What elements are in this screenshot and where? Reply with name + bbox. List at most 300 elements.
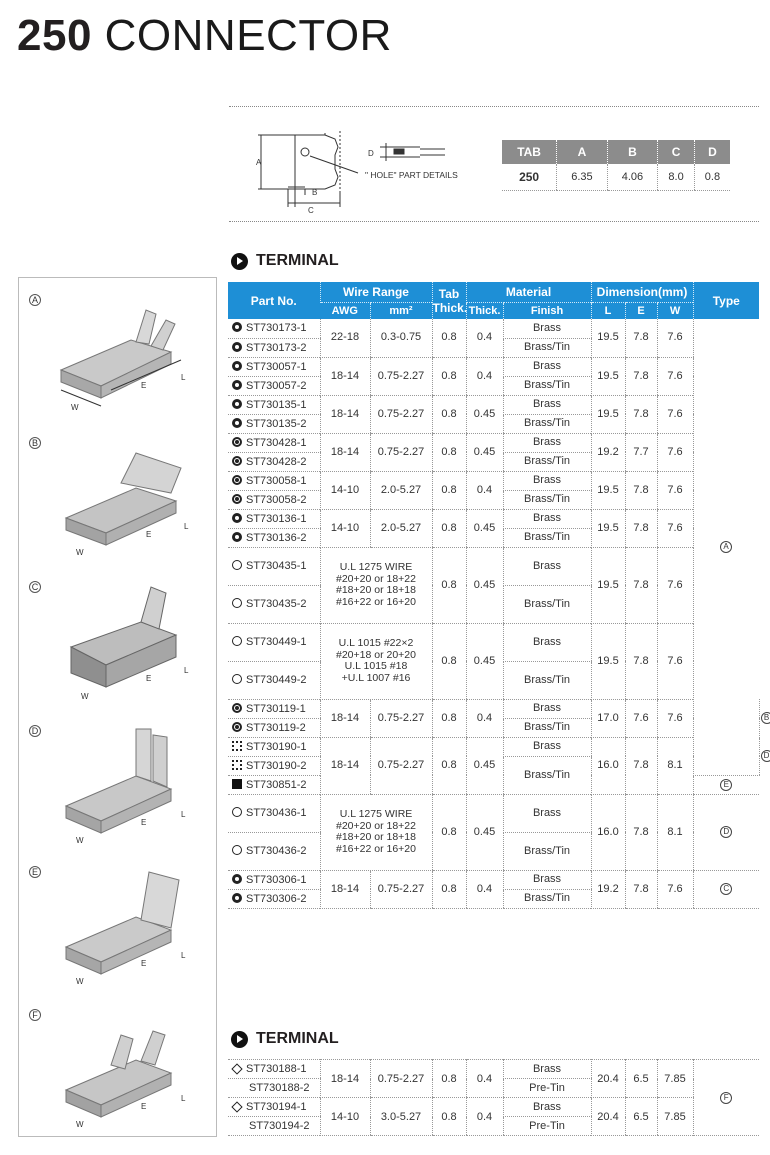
col-header-material: Material [466,282,591,302]
wire-range-line: #20+18 or 20+20 [336,648,416,661]
type-letter: B [29,437,41,449]
diamond-marker-icon [231,1063,242,1074]
thick-cell: 0.4 [466,357,503,395]
mm2-cell: 0.75-2.27 [370,699,432,737]
dim-e-label: E [141,818,147,827]
open-marker-icon [232,807,242,817]
thick-cell: 0.4 [466,471,503,509]
col-header-dimension: Dimension(mm) [591,282,693,302]
part-number: ST730136-1 [246,512,307,525]
table-row [228,509,759,528]
part-number-cell [228,395,320,414]
awg-cell: 18-14 [320,395,370,433]
thick-cell: 0.45 [466,737,503,794]
terminal-photo-f [41,1005,211,1130]
star-marker-icon [232,380,242,390]
terminal-photo-e [41,862,211,987]
thick-cell: 0.4 [466,870,503,908]
dim-label-a: A [256,158,262,167]
dim-w-cell: 7.6 [657,870,693,908]
wire-range-line: #20+20 or 18+22 [336,819,416,832]
page-title-number: 250 [17,11,92,60]
star-marker-icon [232,361,242,371]
tab-thick-cell: 0.8 [432,870,466,908]
dim-l-cell: 16.0 [591,794,625,870]
dim-e-cell: 7.8 [625,357,657,395]
tab-thick-cell: 0.8 [432,794,466,870]
terminal-spec-table-2 [228,1059,759,1136]
tab-cell: 6.35 [557,164,608,190]
mm2-cell: 0.3-0.75 [370,319,432,357]
type-letter: F [29,1009,41,1021]
dim-w-cell: 7.85 [657,1098,693,1136]
arrow-circle-icon [231,253,248,270]
finish-cell: Brass [503,357,591,376]
dim-label-b: B [312,188,318,197]
col-header-mm2: mm² [370,302,432,319]
finish-cell: Brass/Tin [503,832,591,870]
star-marker-icon [232,399,242,409]
part-number: ST730435-1 [246,560,307,572]
awg-cell: 22-18 [320,319,370,357]
terminal-photo-a [41,290,211,415]
section-title: TERMINAL [256,1030,339,1047]
dim-l-cell: 19.5 [591,395,625,433]
dim-w-cell: 7.6 [657,471,693,509]
arrow-circle-icon [231,1031,248,1048]
finish-cell: Brass/Tin [503,661,591,699]
awg-cell: 18-14 [320,870,370,908]
dim-l-label: L [181,373,186,382]
dim-w-cell: 7.6 [657,319,693,357]
awg-cell: 14-10 [320,1098,370,1136]
part-number-cell [228,490,320,509]
part-number: ST730435-2 [246,598,307,610]
wire-range-cell [320,794,432,870]
finish-cell: Brass/Tin [503,490,591,509]
part-number: ST730173-1 [246,322,307,335]
table-row [228,395,759,414]
thick-cell: 0.4 [466,1098,503,1136]
col-header-finish: Finish [503,302,591,319]
mm2-cell: 0.75-2.27 [370,433,432,471]
table-row [228,1060,759,1079]
finish-cell: Brass [503,623,591,661]
wire-range-line: #16+22 or 16+20 [336,842,416,855]
finish-cell: Brass/Tin [503,376,591,395]
awg-cell: 18-14 [320,737,370,794]
thick-cell: 0.4 [466,319,503,357]
dim-l-label: L [181,810,186,819]
dim-w-cell: 7.6 [657,547,693,623]
type-cell [693,775,759,794]
awg-cell: 14-10 [320,471,370,509]
part-number-cell [228,661,320,699]
dim-label-d: D [368,149,374,158]
tab-thick-cell: 0.8 [432,357,466,395]
open-marker-icon [232,598,242,608]
type-marker: A [720,541,732,553]
dim-l-cell: 19.2 [591,870,625,908]
open-marker-icon [232,674,242,684]
part-number: ST730136-2 [246,531,307,544]
part-number-cell [228,528,320,547]
photo-cell-e [19,850,216,990]
part-number-cell [228,338,320,357]
page-title [17,10,392,62]
dim-e-cell: 6.5 [625,1098,657,1136]
terminal-photo-b [41,433,211,558]
cog-marker-icon [232,475,242,485]
dim-l-cell: 16.0 [591,737,625,794]
thick-cell: 0.45 [466,623,503,699]
table-row [228,623,759,661]
table-row [228,471,759,490]
part-number: ST730194-2 [249,1120,310,1132]
part-number: ST730428-1 [246,436,307,449]
table-row [228,547,759,585]
photo-cell-f [19,993,216,1133]
dim-w-cell: 7.85 [657,1060,693,1098]
part-number-cell [228,433,320,452]
wire-range-line: #16+22 or 16+20 [336,595,416,608]
tab-col-header: D [694,140,730,164]
dim-e-label: E [146,530,152,539]
mm2-cell: 2.0-5.27 [370,509,432,547]
col-header-e: E [625,302,657,319]
dim-l-label: L [181,951,186,960]
thick-cell: 0.45 [466,395,503,433]
table-row [228,319,759,338]
finish-cell: Brass [503,509,591,528]
terminal-photo-c [41,577,211,702]
dim-e-cell: 7.8 [625,471,657,509]
star-marker-icon [232,893,242,903]
table-row [228,433,759,452]
part-number: ST730135-2 [246,417,307,430]
part-number: ST730851-2 [246,778,307,791]
col-header-l: L [591,302,625,319]
part-number-cell [228,794,320,832]
fill-marker-icon [232,779,242,789]
dim-l-cell: 19.5 [591,547,625,623]
mm2-cell: 0.75-2.27 [370,737,432,794]
dim-w-cell: 7.6 [657,395,693,433]
part-number-cell [228,1117,320,1136]
cog-marker-icon [232,494,242,504]
tab-thick-cell: 0.8 [432,471,466,509]
part-number: ST730057-2 [246,379,307,392]
part-number-cell [228,756,320,775]
part-number: ST730436-2 [246,845,307,857]
finish-cell: Brass/Tin [503,756,591,794]
dim-l-cell: 19.2 [591,433,625,471]
part-number: ST730190-2 [246,759,307,772]
dim-e-cell: 7.8 [625,319,657,357]
dim-l-cell: 19.5 [591,319,625,357]
dim-e-label: E [141,1102,147,1111]
tab-col-header: B [607,140,658,164]
mm2-cell: 2.0-5.27 [370,471,432,509]
finish-cell: Brass [503,433,591,452]
finish-cell: Brass [503,471,591,490]
wire-range-cell [320,547,432,623]
type-cell [693,794,759,870]
part-number: ST730058-2 [246,493,307,506]
section-title: TERMINAL [256,252,339,269]
dim-l-cell: 20.4 [591,1060,625,1098]
tab-thick-cell: 0.8 [432,699,466,737]
part-number-cell [228,547,320,585]
star-marker-icon [232,532,242,542]
cog-marker-icon [232,437,242,447]
finish-cell: Brass [503,870,591,889]
col-header-w: W [657,302,693,319]
dim-w-label: W [71,403,79,412]
part-number-cell [228,623,320,661]
cog-marker-icon [232,722,242,732]
wire-range-line: #18+20 or 18+18 [336,831,416,843]
part-number-cell [228,1098,320,1117]
terminal-spec-body [228,319,770,908]
finish-cell: Brass/Tin [503,452,591,471]
dim-w-cell: 8.1 [657,794,693,870]
dim-e-label: E [141,959,147,968]
tab-thick-cell: 0.8 [432,1060,466,1098]
star-marker-icon [232,513,242,523]
divider-top [229,106,759,107]
part-number: ST730194-1 [246,1101,307,1113]
dim-l-cell: 19.5 [591,357,625,395]
star-marker-icon [232,342,242,352]
tab-col-header: C [658,140,695,164]
part-number-cell [228,376,320,395]
part-number-cell [228,585,320,623]
awg-cell: 18-14 [320,1060,370,1098]
part-number: ST730135-1 [246,398,307,411]
part-number: ST730190-1 [246,740,307,753]
table-row [502,164,730,190]
tab-cell: 250 [502,164,557,190]
part-number: ST730188-2 [249,1082,310,1094]
dim-e-cell: 7.8 [625,509,657,547]
mm2-cell: 0.75-2.27 [370,395,432,433]
cog-marker-icon [232,703,242,713]
tab-cell: 8.0 [658,164,695,190]
dim-e-cell: 7.8 [625,623,657,699]
tab-col-header: TAB [502,140,557,164]
wire-range-line: U.L 1015 #18 [344,660,408,672]
part-number-cell [228,870,320,889]
terminal-spec-table [228,282,770,909]
part-number-cell [228,699,320,718]
finish-cell: Brass/Tin [503,585,591,623]
part-number: ST730119-2 [246,721,306,734]
wire-range-line: #20+20 or 18+22 [336,572,416,585]
part-number-cell [228,1079,320,1098]
type-marker: D [761,750,770,762]
dim-l-cell: 19.5 [591,623,625,699]
dim-e-cell: 7.8 [625,395,657,433]
type-letter: E [29,866,41,878]
finish-cell: Brass/Tin [503,889,591,908]
table-row [228,1098,759,1117]
terminal-photo-d [41,721,211,846]
dim-w-label: W [76,836,84,845]
tab-dimension-table [502,140,730,191]
tab-cell: 0.8 [694,164,730,190]
section-heading-terminal-2 [231,1030,339,1048]
thick-cell: 0.45 [466,509,503,547]
col-header-type: Type [693,282,759,319]
part-number: ST730057-1 [246,360,307,373]
wire-range-line: U.L 1015 #22×2 [338,637,414,649]
col-header-awg: AWG [320,302,370,319]
part-number: ST730058-1 [246,474,307,487]
type-letter: A [29,294,41,306]
mm2-cell: 0.75-2.27 [370,870,432,908]
tab-thick-cell: 0.8 [432,737,466,794]
awg-cell: 18-14 [320,357,370,395]
type-letter: C [29,581,41,593]
awg-cell: 18-14 [320,699,370,737]
dim-e-cell: 7.8 [625,794,657,870]
photo-cell-c [19,565,216,705]
dim-w-cell: 7.6 [657,509,693,547]
thick-cell: 0.45 [466,433,503,471]
type-marker: E [720,779,732,791]
photo-cell-b [19,421,216,561]
awg-cell: 18-14 [320,433,370,471]
type-marker: C [720,883,732,895]
finish-cell: Brass [503,737,591,756]
sqr-marker-icon [232,760,242,770]
dim-l-cell: 19.5 [591,509,625,547]
finish-cell: Brass/Tin [503,414,591,433]
diamond-marker-icon [231,1101,242,1112]
part-number-cell [228,889,320,908]
part-number-cell [228,737,320,756]
table-row [228,699,759,718]
tab-thick-cell: 0.8 [432,395,466,433]
type-cell [693,319,759,775]
col-header-part-no: Part No. [228,282,320,319]
dim-e-cell: 7.7 [625,433,657,471]
table-row [228,794,759,832]
thick-cell: 0.45 [466,794,503,870]
dim-e-label: E [146,674,152,683]
star-marker-icon [232,322,242,332]
mm2-cell: 0.75-2.27 [370,1060,432,1098]
part-number-cell [228,509,320,528]
part-number: ST730188-1 [246,1063,307,1075]
finish-cell: Brass [503,1060,591,1079]
dim-e-cell: 6.5 [625,1060,657,1098]
part-number: ST730306-2 [246,892,307,905]
wire-range-line: U.L 1275 WIRE [339,808,413,820]
part-number: ST730449-2 [246,674,307,686]
dim-w-label: W [76,548,84,557]
dim-w-cell: 7.6 [657,357,693,395]
type-marker: F [720,1092,732,1104]
part-number-cell [228,452,320,471]
part-number: ST730173-2 [246,341,307,354]
part-number: ST730119-1 [246,702,306,715]
page-title-text: CONNECTOR [104,11,392,60]
tab-thick-cell: 0.8 [432,433,466,471]
dim-e-cell: 7.8 [625,547,657,623]
dim-l-cell: 19.5 [591,471,625,509]
dim-w-cell: 7.6 [657,699,693,737]
finish-cell: Brass [503,547,591,585]
sqr-marker-icon [232,741,242,751]
mm2-cell: 0.75-2.27 [370,357,432,395]
section-heading-terminal [231,252,339,270]
dim-e-cell: 7.8 [625,870,657,908]
cog-marker-icon [232,456,242,466]
tab-thick-cell: 0.8 [432,509,466,547]
dim-l-cell: 20.4 [591,1098,625,1136]
dim-l-label: L [184,666,189,675]
finish-cell: Brass/Tin [503,528,591,547]
finish-cell: Brass [503,319,591,338]
type-marker: D [720,826,732,838]
tab-cell: 4.06 [607,164,658,190]
part-number-cell [228,1060,320,1079]
part-number: ST730436-1 [246,807,307,819]
dim-e-label: E [141,381,147,390]
finish-cell: Brass [503,395,591,414]
star-marker-icon [232,418,242,428]
photo-cell-a [19,278,216,416]
dim-w-cell: 7.6 [657,623,693,699]
type-marker: B [761,712,770,724]
finish-cell: Pre-Tin [503,1117,591,1136]
awg-cell: 14-10 [320,509,370,547]
thick-cell: 0.45 [466,547,503,623]
dim-l-label: L [184,522,189,531]
tab-col-header: A [557,140,608,164]
terminal-spec-body-2 [228,1060,759,1136]
col-header-wire-range: Wire Range [320,282,432,302]
terminal-photo-panel [18,277,217,1137]
open-marker-icon [232,636,242,646]
wire-range-cell [320,623,432,699]
finish-cell: Brass/Tin [503,338,591,357]
finish-cell: Pre-Tin [503,1079,591,1098]
col-header-tab-thick: Tab Thick. [432,282,466,319]
table-row [228,357,759,376]
dim-w-label: W [76,977,84,986]
dim-l-label: L [181,1094,186,1103]
finish-cell: Brass [503,1098,591,1117]
tab-thick-cell: 0.8 [432,1098,466,1136]
finish-cell: Brass [503,794,591,832]
mm2-cell: 3.0-5.27 [370,1098,432,1136]
dim-e-cell: 7.6 [625,699,657,737]
thick-cell: 0.4 [466,1060,503,1098]
type-cell [693,1060,759,1136]
tab-thick-cell: 0.8 [432,623,466,699]
table-row [228,737,759,756]
tab-thick-cell: 0.8 [432,547,466,623]
dim-w-cell: 7.6 [657,433,693,471]
table-row [228,870,759,889]
part-number-cell [228,319,320,338]
star-marker-icon [232,874,242,884]
dim-l-cell: 17.0 [591,699,625,737]
part-number-cell [228,471,320,490]
